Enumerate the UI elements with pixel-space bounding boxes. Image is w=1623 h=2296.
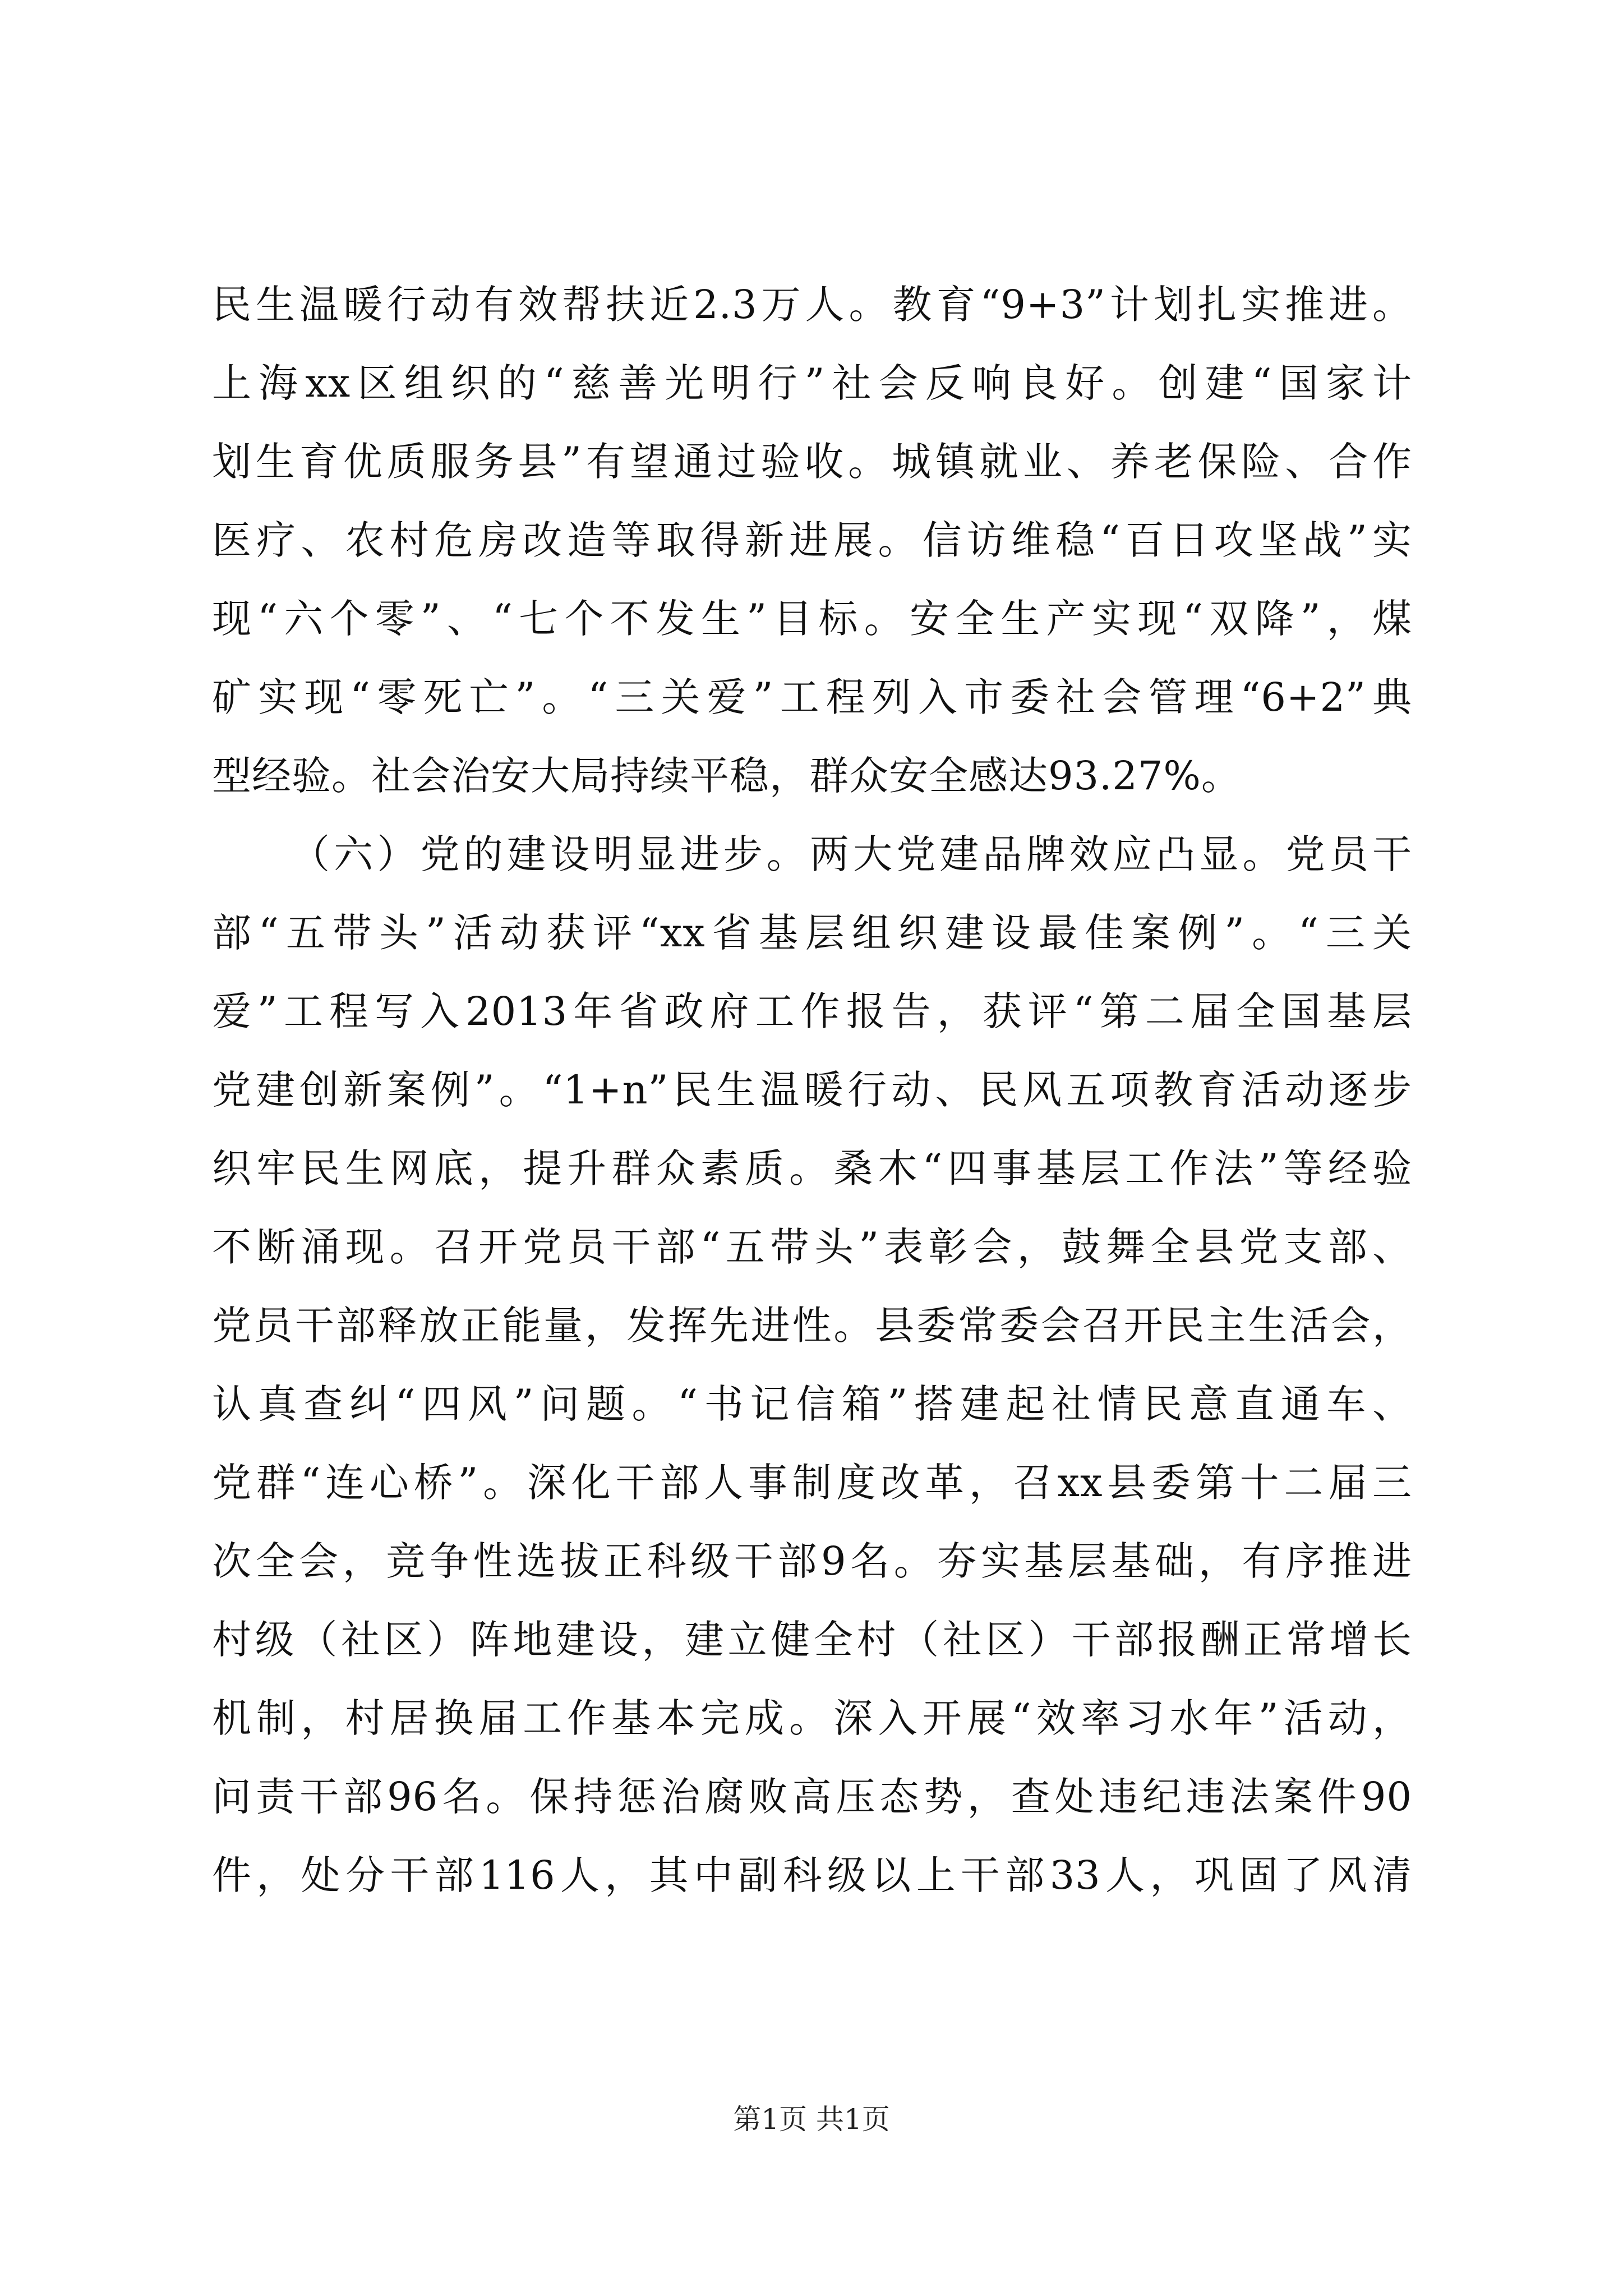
text-line-14: 党员干部释放正能量，发挥先进性。县委常委会召开民主生活会，: [212, 1303, 1412, 1349]
text-line-5: 现“六个零”、“七个不发生”目标。安全生产实现“双降”，煤: [212, 596, 1412, 642]
text-line-15: 认真查纠“四风”问题。“书记信箱”搭建起社情民意直通车、: [212, 1381, 1412, 1427]
text-line-1: 民生温暖行动有效帮扶近2.3万人。教育“9+3”计划扎实推进。: [212, 282, 1412, 328]
paragraph-heading-line: （六）党的建设明显进步。两大党建品牌效应凸显。党员干: [291, 831, 1412, 877]
text-line-18: 村级（社区）阵地建设，建立健全村（社区）干部报酬正常增长: [212, 1617, 1412, 1663]
text-line-7: 型经验。社会治安大局持续平稳，群众安全感达93.27%。: [212, 753, 1241, 799]
text-line-3: 划生育优质服务县”有望通过验收。城镇就业、养老保险、合作: [212, 439, 1412, 485]
page-footer: 第1页 共1页: [733, 2103, 890, 2136]
text-line-6: 矿实现“零死亡”。“三关爱”工程列入市委社会管理“6+2”典: [212, 674, 1412, 720]
text-line-12: 织牢民生网底，提升群众素质。桑木“四事基层工作法”等经验: [212, 1145, 1412, 1191]
text-line-4: 医疗、农村危房改造等取得新进展。信访维稳“百日攻坚战”实: [212, 517, 1412, 563]
text-line-17: 次全会，竞争性选拔正科级干部9名。夯实基层基础，有序推进: [212, 1538, 1412, 1584]
text-line-10: 爱”工程写入2013年省政府工作报告，获评“第二届全国基层: [212, 988, 1412, 1034]
text-line-11: 党建创新案例”。“1+n”民生温暖行动、民风五项教育活动逐步: [212, 1067, 1412, 1113]
text-line-19: 机制，村居换届工作基本完成。深入开展“效率习水年”活动，: [212, 1695, 1412, 1741]
text-line-20: 问责干部96名。保持惩治腐败高压态势，查处违纪违法案件90: [212, 1774, 1412, 1820]
text-line-16: 党群“连心桥”。深化干部人事制度改革，召xx县委第十二届三: [212, 1460, 1412, 1506]
text-line-13: 不断涌现。召开党员干部“五带头”表彰会，鼓舞全县党支部、: [212, 1224, 1412, 1270]
text-line-9: 部“五带头”活动获评“xx省基层组织建设最佳案例”。“三关: [212, 910, 1412, 956]
text-line-21: 件，处分干部116人，其中副科级以上干部33人，巩固了风清: [212, 1852, 1412, 1898]
text-line-2: 上海xx区组织的“慈善光明行”社会反响良好。创建“国家计: [212, 360, 1412, 406]
